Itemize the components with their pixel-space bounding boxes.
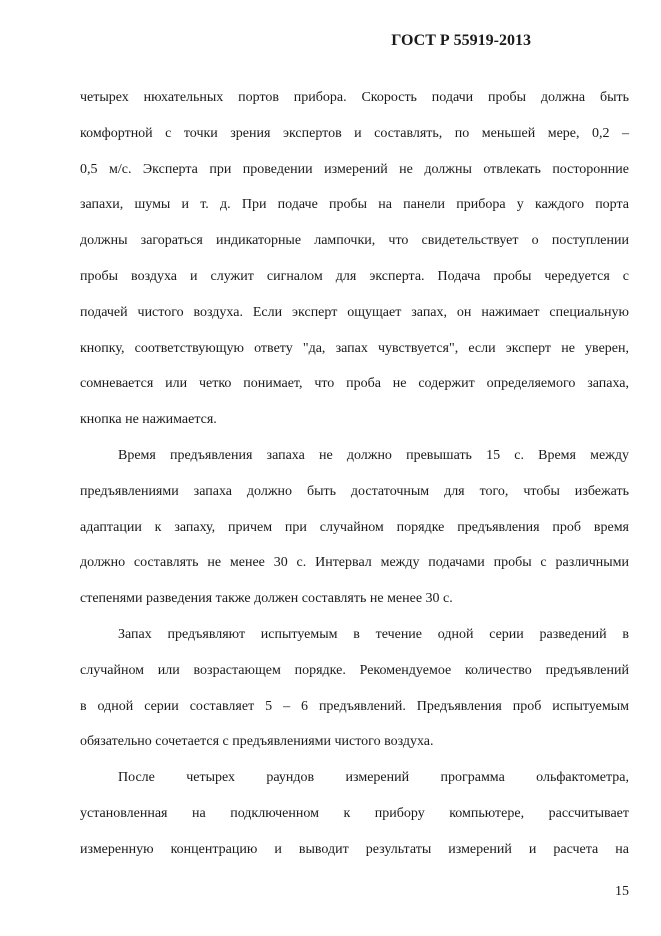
text-line: запахи, шумы и т. д. При подаче пробы на панели прибора у каждого порта (80, 197, 629, 213)
text-line: в одной серии составляет 5 – 6 предъявлений. Предъявления проб испытуемым (80, 698, 629, 714)
page-number: 15 (615, 884, 629, 899)
text-line: кнопка не нажимается. (80, 412, 217, 428)
paragraph-1 (80, 80, 629, 438)
text-line: 0,5 м/с. Эксперта при проведении измерений не должны отвлекать посторонние (80, 161, 629, 177)
text-line: обязательно сочетается с предъявлениями чистого воздуха. (80, 734, 434, 750)
text-line: пробы воздуха и служит сигналом для эксперта. Подача пробы чередуется с (80, 268, 629, 284)
text-line: подачей чистого воздуха. Если эксперт ощущает запах, он нажимает специальную (80, 304, 629, 320)
text-line: предъявлениями запаха должно быть достаточным для того, чтобы избежать (80, 483, 629, 499)
text-line: Запах предъявляют испытуемым в течение одной серии разведений в (118, 626, 629, 642)
paragraph-4 (80, 760, 629, 867)
paragraph-3 (80, 617, 629, 760)
document-number-header: ГОСТ Р 55919-2013 (391, 32, 531, 49)
text-line: случайном или возрастающем порядке. Рекомендуемое количество предъявлений (80, 662, 629, 678)
text-line: измеренную концентрацию и выводит результаты измерений и расчета на (80, 841, 629, 857)
document-body (80, 80, 629, 868)
text-line: четырех нюхательных портов прибора. Скорость подачи пробы должна быть (80, 90, 629, 105)
text-line: должно составлять не менее 30 с. Интервал между подачами пробы с различными (80, 555, 629, 571)
text-line: должны загораться индикаторные лампочки, что свидетельствует о поступлении (80, 233, 629, 249)
text-line: адаптации к запаху, причем при случайном порядке предъявления проб время (80, 519, 629, 535)
text-line: Время предъявления запаха не должно превышать 15 с. Время между (118, 447, 629, 463)
paragraph-2 (80, 438, 629, 617)
text-line: степенями разведения также должен составлять не менее 30 с. (80, 591, 453, 607)
text-line: установленная на подключенном к прибору компьютере, рассчитывает (80, 805, 629, 821)
text-line: сомневается или четко понимает, что проба не содержит определяемого запаха, (80, 376, 629, 392)
text-line: комфортной с точки зрения экспертов и составлять, по меньшей мере, 0,2 – (80, 125, 629, 141)
text-line: После четырех раундов измерений программа ольфактометра, (118, 770, 629, 786)
text-line: кнопку, соответствующую ответу "да, запах чувствуется", если эксперт не уверен, (80, 340, 629, 356)
